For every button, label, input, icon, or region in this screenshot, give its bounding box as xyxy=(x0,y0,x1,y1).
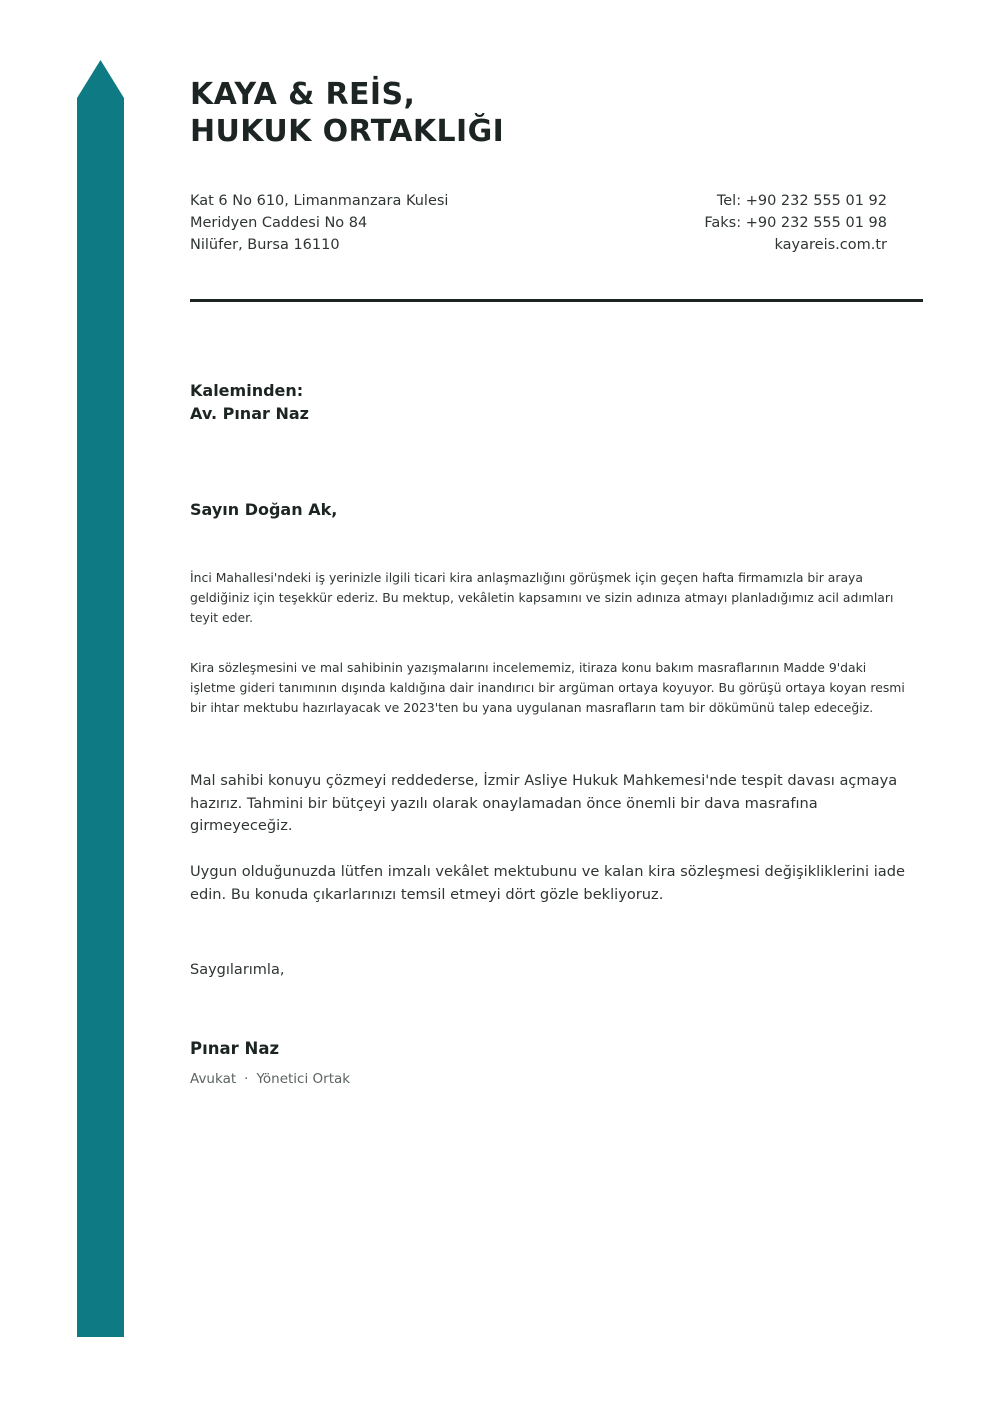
address-line2: Meridyen Caddesi No 84 xyxy=(190,215,368,231)
salutation: Sayın Doğan Ak, xyxy=(190,500,338,519)
website-link[interactable]: kayareis.com.tr xyxy=(774,237,887,253)
signer-title xyxy=(190,1068,350,1090)
title-separator: · xyxy=(244,1071,249,1087)
firm-name xyxy=(190,76,504,150)
body-paragraph-2: Kira sözleşmesini ve mal sahibinin yazışmalarını incelememiz, itiraza konu bakım masraflarının Madde 9'daki işletme gideri tanımının dışında kaldığına dair inandırıcı bir argüman ortaya koyuyor. Bu görüşü ortaya koyan resmi bir ihtar mektubu hazırlayacak ve 2023'ten bu yana uygulanan masrafların tam bir dökümünü talep edeceğiz. xyxy=(190,660,905,715)
fax-number: Faks: +90 232 555 01 98 xyxy=(704,215,887,231)
from-label: Kaleminden: xyxy=(190,381,304,400)
address-line3: Nilüfer, Bursa 16110 xyxy=(190,237,340,253)
from-name: Av. Pınar Naz xyxy=(190,404,309,423)
accent-arrow-bar xyxy=(77,60,124,1337)
body-paragraph-3: Mal sahibi konuyu çözmeyi reddederse, İzmir Asliye Hukuk Mahkemesi'nde tespit davası açmaya hazırız. Tahmini bir bütçeyi yazılı olarak onaylamadan önce önemli bir dava masrafına girmeyeceğiz. xyxy=(190,772,898,834)
firm-contact xyxy=(704,190,887,256)
signer-position: Yönetici Ortak xyxy=(256,1071,351,1087)
closing-phrase: Saygılarımla, xyxy=(190,962,285,978)
signer-name: Pınar Naz xyxy=(190,1039,280,1058)
firm-name-line2: HUKUK ORTAKLIĞI xyxy=(190,114,505,149)
accent-arrow-shape xyxy=(77,60,124,1337)
address-line1: Kat 6 No 610, Limanmanzara Kulesi xyxy=(190,193,449,209)
phone-number: Tel: +90 232 555 01 92 xyxy=(716,193,887,209)
accent-arrow-graphic xyxy=(77,60,124,1337)
from-block xyxy=(190,379,309,425)
body-paragraph-1: İnci Mahallesi'ndeki iş yerinizle ilgili ticari kira anlaşmazlığını görüşmek için geçen hafta firmamızla bir araya geldiğiniz için teşekkür ederiz. Bu mektup, vekâletin kapsamını ve sizin adınıza atmayı planladığımız acil adımları teyit eder. xyxy=(190,570,894,625)
body-paragraph-4: Uygun olduğunuzda lütfen imzalı vekâlet mektubunu ve kalan kira sözleşmesi değişikliklerini iade edin. Bu konuda çıkarlarınızı temsil etmeyi dört gözle bekliyoruz. xyxy=(190,863,905,903)
firm-name-line1: KAYA & REİS, xyxy=(190,77,416,112)
signer-role: Avukat xyxy=(190,1071,237,1087)
firm-address xyxy=(190,190,448,256)
header-divider xyxy=(190,299,923,302)
